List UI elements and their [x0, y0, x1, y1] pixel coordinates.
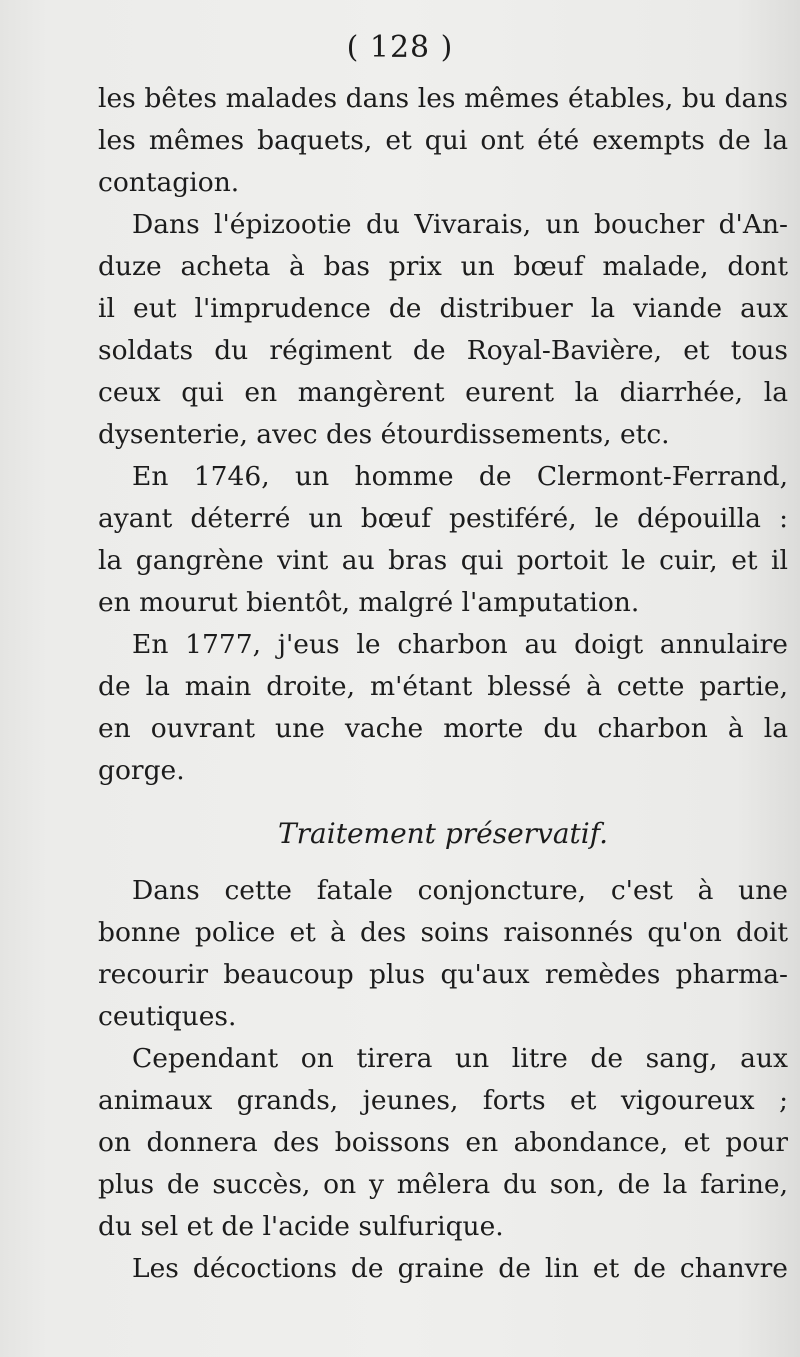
text-line: soldats du régiment de Royal-Bavière, et tous [98, 335, 788, 366]
text-line: plus de succès, on y mêlera du son, de la farine, [98, 1169, 788, 1200]
text-line: En 1746, un homme de Clermont-Ferrand, [132, 461, 788, 492]
text-line: ceux qui en mangèrent eurent la diarrhée, la [98, 377, 788, 408]
text-line: En 1777, j'eus le charbon au doigt annulaire [132, 629, 788, 660]
text-line: du sel et de l'acide sulfurique. [98, 1211, 504, 1242]
text-line: on donnera des boissons en abondance, et pour [98, 1127, 788, 1158]
text-line: les bêtes malades dans les mêmes étables, bu dans [98, 83, 788, 114]
text-line: en mourut bientôt, malgré l'amputation. [98, 587, 640, 618]
text-line: Les décoctions de graine de lin et de chanvre [132, 1253, 788, 1284]
text-line: contagion. [98, 167, 240, 198]
text-line: de la main droite, m'étant blessé à cette partie, [98, 671, 788, 702]
text-line: ceutiques. [98, 1001, 237, 1032]
text-line: Dans cette fatale conjoncture, c'est à une [132, 875, 788, 906]
body-text [98, 78, 788, 1290]
text-line: recourir beaucoup plus qu'aux remèdes pharma- [98, 959, 788, 990]
text-line: les mêmes baquets, et qui ont été exempts de la [98, 125, 788, 156]
text-line: animaux grands, jeunes, forts et vigoureux ; [98, 1085, 788, 1116]
text-line: Cependant on tirera un litre de sang, aux [132, 1043, 788, 1074]
text-line: gorge. [98, 755, 185, 786]
section-heading: Traitement préservatif. [277, 817, 609, 850]
page-number: ( 128 ) [346, 30, 454, 65]
text-line: en ouvrant une vache morte du charbon à la [98, 713, 788, 744]
text-line: il eut l'imprudence de distribuer la viande aux [98, 293, 788, 324]
text-line: dysenterie, avec des étourdissements, etc. [98, 419, 670, 450]
text-line: Dans l'épizootie du Vivarais, un boucher d'An- [132, 209, 788, 240]
text-line: bonne police et à des soins raisonnés qu'on doit [98, 917, 788, 948]
text-line: la gangrène vint au bras qui portoit le cuir, et il [98, 545, 788, 576]
text-line: ayant déterré un bœuf pestiféré, le dépouilla : [98, 503, 788, 534]
text-line: duze acheta à bas prix un bœuf malade, dont [98, 251, 788, 282]
